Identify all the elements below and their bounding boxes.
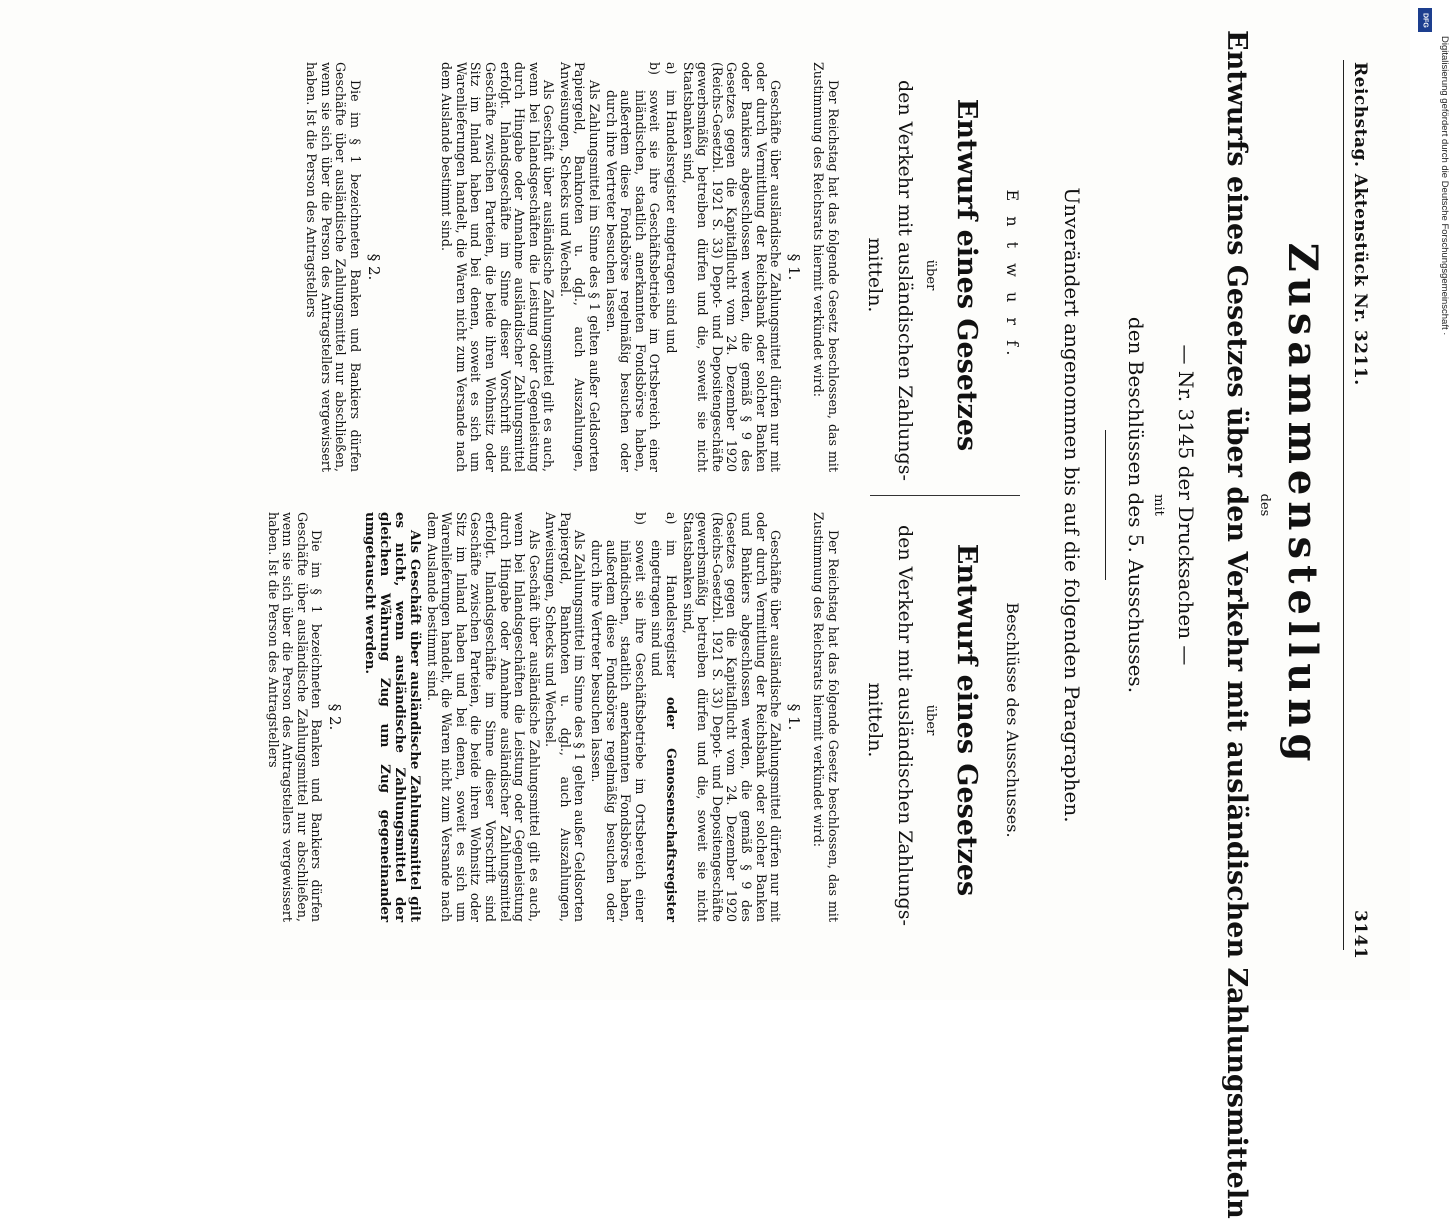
right-section-2-heading: § 2.: [325, 703, 344, 731]
left-column-body: [302, 62, 840, 472]
left-column-heading: E n t w u r f.: [1003, 189, 1022, 361]
right-preamble: Der Reichstag hat das folgende Gesetz beschlossen, das mit Zustimmung des Reichsrats hiermit verkündet wird:: [811, 512, 841, 922]
left-section-1-item-b: [603, 62, 661, 472]
left-law-subject-2: mitteln.: [864, 237, 886, 313]
header-rule: [1343, 60, 1344, 950]
left-section-1-heading: § 1.: [784, 253, 803, 281]
unchanged-note: Unverändert angenommen bis auf die folgenden Paragraphen.: [1060, 187, 1084, 823]
item-label: a): [664, 512, 680, 525]
right-column-body: [263, 512, 840, 922]
item-text-post: eingetragen sind und: [649, 540, 665, 677]
right-law-subject-1: den Verkehr mit ausländischen Zahlungs-: [894, 525, 916, 926]
right-section-1-item-b: [589, 512, 647, 922]
credit-text: Digitalisierung gefördert durch die Deutsche Forschungsgemeinschaft ·: [1439, 36, 1450, 336]
drucksachen-reference: — Nr. 3145 der Drucksachen —: [1174, 344, 1198, 666]
right-law-subject-2: mitteln.: [864, 682, 886, 758]
item-text: soweit sie ihre Geschäftsbetriebe im Ortsbereich einer inländischen, staatlich anerkannten Fondsbörse haben, außerdem diese Fondsbörse regelmäßig besuchen oder durch ihre Vertreter besuchen lassen.: [589, 540, 648, 922]
right-column-heading: Beschlüsse des Ausschusses.: [1003, 602, 1022, 838]
title-rule-left: [1105, 430, 1106, 580]
left-ueber: über: [923, 259, 938, 291]
right-ueber: über: [923, 704, 938, 736]
right-law-title: Entwurf eines Gesetzes: [951, 543, 982, 897]
document-subtitle: Entwurfs eines Gesetzes über den Verkehr mit ausländischen Zahlungsmitteln: [1221, 30, 1252, 1219]
committee-reference: den Beschlüssen des 5. Ausschusses.: [1124, 316, 1148, 694]
right-section-1-para-4-inserted: Als Geschäft über ausländische Zahlungsmittel gilt es nicht, wenn ausländische Zahlungsmittel der gleichen Währung Zug um Zug gegeneinander umgetauscht werden.: [361, 512, 423, 922]
left-section-1-para-1: Geschäfte über ausländische Zahlungsmittel dürfen nur mit oder durch Vermittlung der Reichsbank oder solcher Banken oder Bankiers abgeschlossen werden, die gemäß § 9 des Gesetzes gegen die Kapitalflucht vom 24. Dezember 1920 (Reichs-Gesetzbl. 1921 S. 33) Depot- und Depositengeschäfte gewerbsmäßig betreiben dürfen und die, soweit sie nicht Staatsbanken sind,: [680, 62, 784, 472]
item-label: b): [647, 62, 663, 75]
item-label: b): [632, 512, 648, 525]
right-section-2-para-1: Die im § 1 bezeichneten Banken und Bankiers dürfen Geschäfte über ausländische Zahlungsmittel nur abschließen, wenn sie sich über die Person des Antragstellers vergewissert haben. Ist die Person des Antragstellers: [265, 512, 325, 922]
right-section-1-para-1: Geschäfte über ausländische Zahlungsmittel dürfen nur mit oder durch Vermittlung der Reichsbank oder solcher Banken und Bankiers abgeschlossen werden, die gemäß § 9 des Gesetzes gegen die Kapitalflucht vom 24. Dezember 1920 (Reichs-Gesetzbl. 1921 S. 33) Depot- und Depositengeschäfte gewerbsmäßig betreiben dürfen und die, soweit sie nicht Staatsbanken sind,: [680, 512, 784, 922]
item-text: im Handelsregister eingetragen sind und: [664, 90, 680, 354]
left-section-1-para-3: Als Geschäft über ausländische Zahlungsmittel gilt es auch, wenn bei Inlandsgeschäften die Leistung oder Gegenleistung durch Hingabe oder Annahme ausländischer Zahlungsmittel erfolgt. Inlandsgeschäfte im Sinne dieser Vorschrift sind Geschäfte zwischen Parteien, die beide ihren Wohnsitz oder Sitz im Inland haben und bei denen, soweit es sich um Warenlieferungen handelt, die Waren nicht zum Versande nach dem Auslande bestimmt sind.: [439, 62, 557, 472]
left-law-title: Entwurf eines Gesetzes: [951, 98, 982, 452]
title-mit: mit: [1151, 494, 1166, 516]
left-law-subject-1: den Verkehr mit ausländischen Zahlungs-: [894, 80, 916, 481]
credit-sidebar: [1412, 0, 1434, 1000]
item-text-pre: im Handelsregister: [664, 540, 680, 679]
page-header: Reichstag. Aktenstück Nr. 3211.: [1350, 62, 1370, 386]
right-section-1-heading: § 1.: [784, 703, 803, 731]
item-text-inserted: oder Genossenschaftsregister: [664, 696, 680, 922]
right-section-1-item-a: [649, 512, 678, 922]
right-section-1-para-2: Als Zahlungsmittel im Sinne des § 1 gelten außer Geldsorten Papiergeld, Banknoten u. dgl., auch Auszahlungen, Anweisungen, Schecks und Wechsel.: [543, 512, 588, 922]
column-divider: [870, 495, 1020, 496]
right-section-1-para-3: Als Geschäft über ausländische Zahlungsmittel gilt es auch, wenn bei Inlandsgeschäften die Leistung oder Gegenleistung durch Hingabe oder Annahme ausländischer Zahlungsmittel erfolgt. Inlandsgeschäfte im Sinne dieser Vorschrift sind Geschäfte zwischen Parteien, die beide ihren Wohnsitz oder Sitz im Inland haben und bei denen, soweit es sich um Warenlieferungen handelt, die Waren nicht zum Versande nach dem Auslande bestimmt sind.: [424, 512, 542, 922]
item-label: a): [664, 62, 680, 75]
dfg-logo-badge: DFG: [1418, 8, 1432, 32]
left-section-2-heading: § 2.: [364, 253, 383, 281]
document-title: Zusammenstellung: [1279, 242, 1326, 768]
left-section-1-para-2: Als Zahlungsmittel im Sinne des § 1 gelten außer Geldsorten Papiergeld, Banknoten u. dgl., auch Auszahlungen, Anweisungen, Schecks und Wechsel.: [557, 62, 603, 472]
left-preamble: Der Reichstag hat das folgende Gesetz beschlossen, das mit Zustimmung des Reichsrats hiermit verkündet wird:: [811, 62, 841, 472]
page-number: 3141: [1350, 910, 1370, 960]
left-section-2-para-1: Die im § 1 bezeichneten Banken und Bankiers dürfen Geschäfte über ausländische Zahlungsmittel nur abschließen, wenn sie sich über die Person des Antragstellers vergewissert haben. Ist die Person des Antragstellers: [304, 62, 363, 472]
digitization-credit: [1434, 36, 1450, 1016]
title-des: des: [1257, 493, 1272, 517]
item-text: soweit sie ihre Geschäftsbetriebe im Ortsbereich einer inländischen, staatlich anerkannten Fondsbörse haben, außerdem diese Fondsbörse regelmäßig besuchen oder durch ihre Vertreter besuchen lassen.: [603, 90, 663, 472]
left-section-1-item-a: [663, 62, 678, 472]
